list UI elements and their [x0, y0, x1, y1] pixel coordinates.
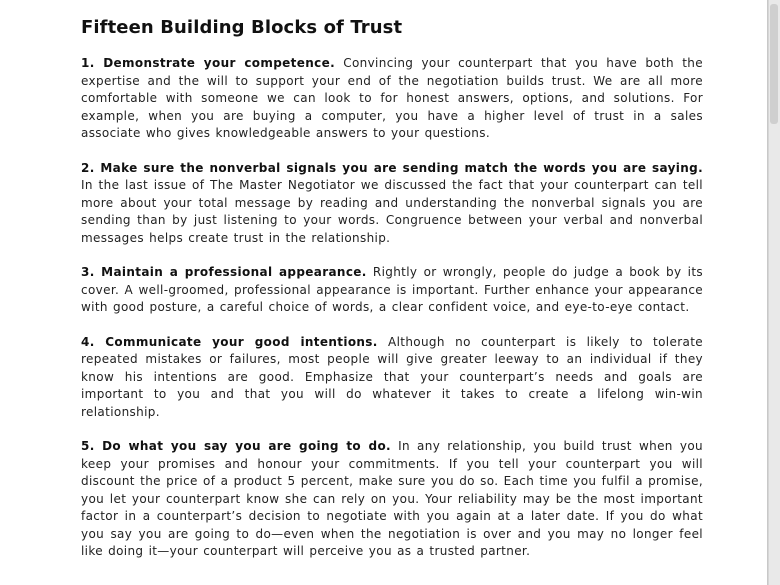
trust-block-4-text: Although no counterpart is likely to tolerate repeated mistakes or failures, most people will give greater leeway to an individual if they know his intentions are good. Emphasize that your counterpart’s needs and goals are important to you and that you will do whatever it takes to create a lifelong win-win relationship. — [81, 334, 703, 419]
trust-block-5-text: In any relationship, you build trust when you keep your promises and honour your commitments. If you tell your counterpart you will discount the price of a product 5 percent, make sure you do so. Each time you fulfil a promise, you let your counterpart know she can rely on you. Your reliability may be the most important factor in a counterpart’s decision to negotiate with you again at a later date. If you do what you say you are going to do—even when the negotiation is over and you may no longer feel like doing it—your counterpart will perceive you as a trusted partner. — [81, 439, 703, 558]
trust-block-1-text: Convincing your counterpart that you have both the expertise and the will to support your end of the negotiation builds trust. We are all more comfortable with someone we can look to for honest answers, options, and solutions. For example, when you are buying a computer, you have a higher level of trust in a sales associate who gives knowledgeable answers to your questions. — [81, 56, 703, 140]
trust-block-1-heading: 1. Demonstrate your competence. — [81, 56, 335, 70]
trust-block-4-heading: 4. Communicate your good intentions. — [81, 334, 378, 349]
trust-block-2 — [81, 160, 703, 248]
trust-block-5 — [81, 438, 703, 561]
trust-block-2-text: In the last issue of The Master Negotiator we discussed the fact that your counterpart can tell more about your total message by reading and understanding the nonverbal signals you are sending than by just listening to your words. Congruence between your verbal and nonverbal messages helps create trust in the relationship. — [81, 178, 703, 245]
trust-block-5-heading: 5. Do what you say you are going to do. — [81, 439, 391, 453]
trust-block-4 — [81, 334, 703, 422]
scrollbar-thumb[interactable] — [770, 4, 778, 124]
trust-block-3-heading: 3. Maintain a professional appearance. — [81, 265, 367, 279]
trust-block-1 — [81, 55, 703, 143]
document-content — [81, 15, 703, 578]
trust-block-3-text: Rightly or wrongly, people do judge a book by its cover. A well-groomed, professional appearance is important. Further enhance your appearance with good posture, a careful choice of words, a clear confident voice, and eye-to-eye contact. — [81, 265, 704, 314]
trust-block-3 — [81, 264, 703, 317]
trust-block-2-heading: 2. Make sure the nonverbal signals you are sending match the words you are saying. — [81, 160, 703, 175]
document-title: Fifteen Building Blocks of Trust — [81, 17, 403, 38]
